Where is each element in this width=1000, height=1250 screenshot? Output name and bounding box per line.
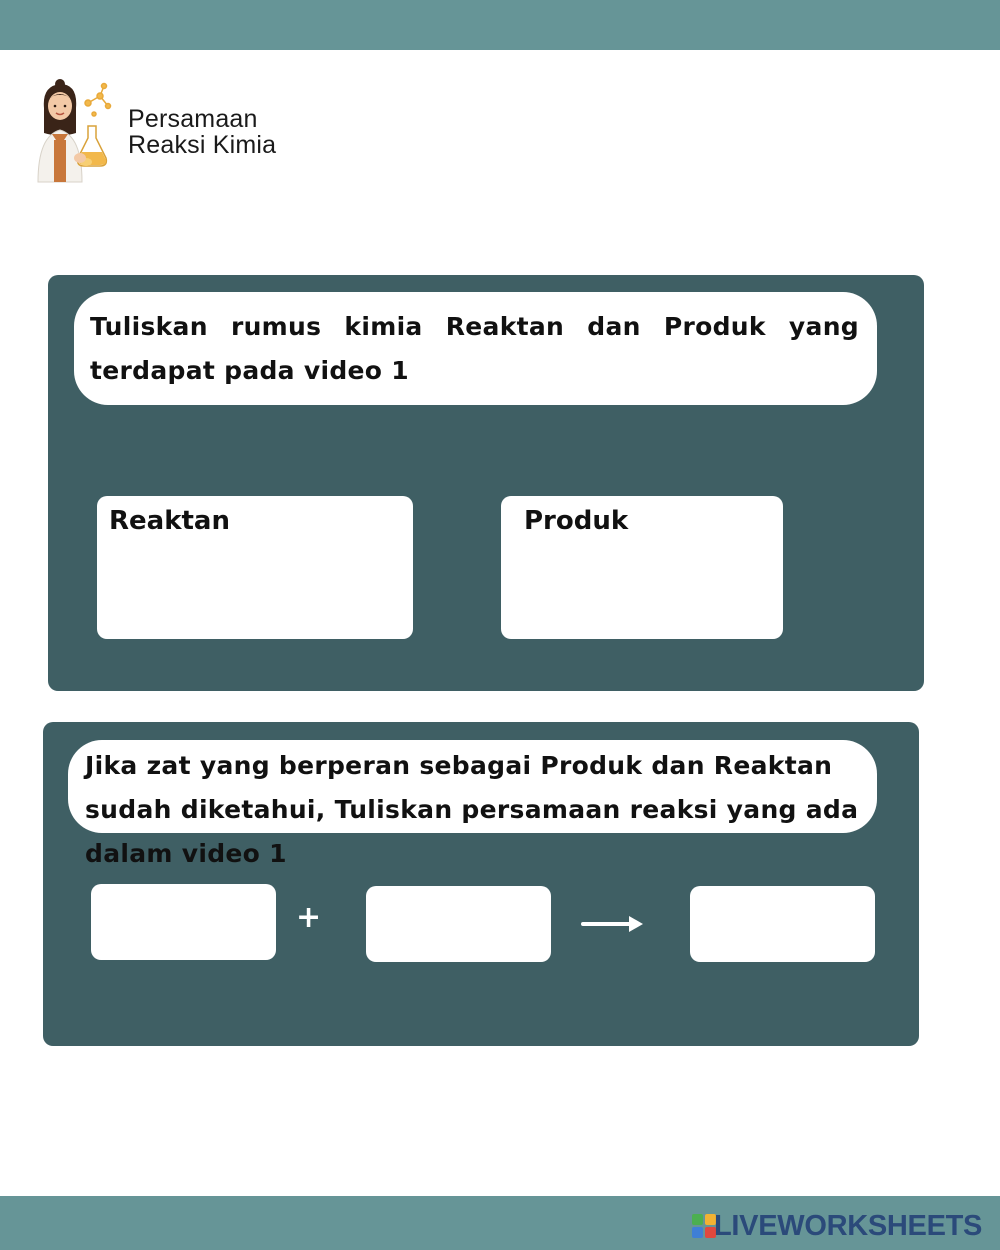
- produk-label: Produk: [524, 506, 629, 536]
- equation-reactant-2-box[interactable]: [366, 886, 551, 962]
- scientist-illustration-icon: [30, 78, 120, 183]
- reaktan-answer-box[interactable]: [97, 496, 413, 639]
- reaktan-label: Reaktan: [109, 506, 230, 536]
- title-line-2: Reaksi Kimia: [128, 131, 277, 159]
- top-bar: [0, 0, 1000, 50]
- liveworksheets-logo[interactable]: [692, 1211, 992, 1241]
- title-line-1: Persamaan: [128, 105, 258, 133]
- equation-product-box[interactable]: [690, 886, 875, 962]
- plus-sign: +: [296, 900, 322, 935]
- liveworksheets-logo-icon: [692, 1214, 716, 1238]
- worksheet-title: [128, 106, 328, 158]
- worksheet-header: [30, 78, 330, 188]
- instruction-bubble-2: Jika zat yang berperan sebagai Produk dan Reaktan sudah diketahui, Tuliskan persamaan reaksi yang ada dalam video 1: [68, 740, 877, 833]
- question-panel-1: [48, 275, 924, 691]
- produk-answer-box[interactable]: [501, 496, 783, 639]
- question-panel-2: [43, 722, 919, 1046]
- right-arrow-icon: [581, 912, 645, 936]
- equation-reactant-1-box[interactable]: [91, 884, 276, 960]
- instruction-bubble-1: Tuliskan rumus kimia Reaktan dan Produk yang terdapat pada video 1: [74, 292, 877, 405]
- liveworksheets-brand-text: LIVEWORKSHEETS: [714, 1210, 983, 1242]
